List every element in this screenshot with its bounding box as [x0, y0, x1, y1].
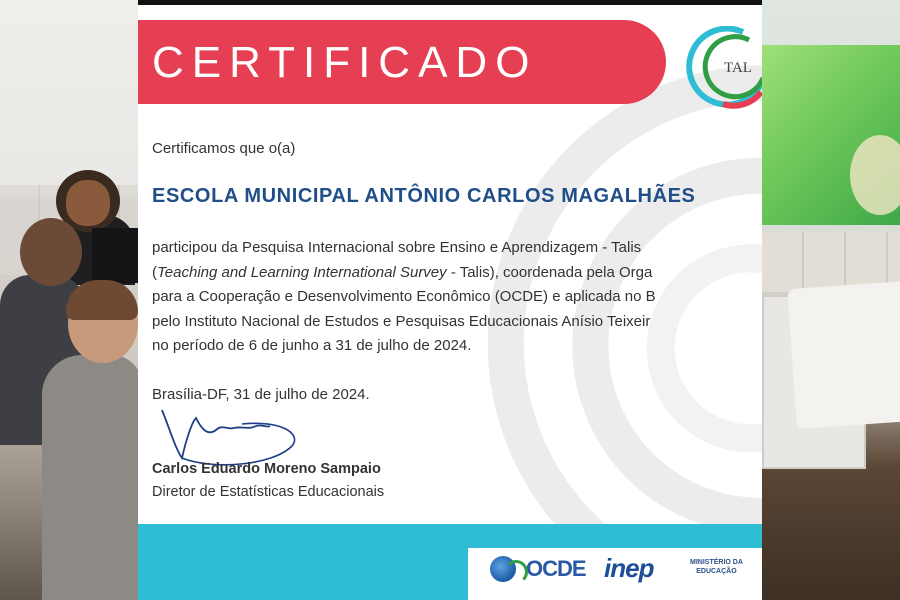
signer-name: Carlos Eduardo Moreno Sampaio	[152, 461, 381, 477]
ministry-line: MINISTÉRIO DA	[690, 559, 743, 566]
school-name: ESCOLA MUNICIPAL ANTÔNIO CARLOS MAGALHÃES	[152, 185, 696, 207]
certificate-title: CERTIFICADO	[152, 38, 538, 87]
ministry-line: EDUCAÇÃO	[696, 568, 737, 575]
body-line: para a Cooperação e Desenvolvimento Econômico (OCDE) e aplicada no B	[152, 288, 656, 305]
computer-monitor	[92, 228, 138, 283]
certificate-body	[152, 236, 762, 359]
title-banner	[138, 20, 666, 104]
certificate	[138, 0, 762, 600]
logo-label: TAL	[724, 60, 752, 76]
table-cloth	[787, 281, 900, 429]
signer-role: Diretor de Estatísticas Educacionais	[152, 484, 385, 500]
ministry-logo	[690, 558, 743, 576]
projection-screen	[762, 45, 900, 225]
ocde-label: OCDE	[526, 556, 586, 581]
person-head	[20, 218, 82, 286]
background-photo-left	[0, 0, 140, 600]
body-line: no período de 6 de junho a 31 de julho de 2024.	[152, 337, 472, 354]
body-line: (Teaching and Learning International Survey - Talis), coordenada pela Orga	[152, 263, 653, 281]
background-photo-right	[762, 0, 900, 600]
inep-logo: inep	[604, 553, 654, 583]
place-date: Brasília-DF, 31 de julho de 2024.	[152, 386, 370, 403]
intro-text: Certificamos que o(a)	[152, 140, 296, 157]
body-line: pelo Instituto Nacional de Estudos e Pesquisas Educacionais Anísio Teixeir	[152, 312, 651, 330]
ocde-logo	[490, 554, 586, 584]
globe-icon	[490, 556, 516, 582]
person-face	[66, 180, 110, 226]
top-border	[138, 0, 762, 5]
body-line: participou da Pesquisa Internacional sobre Ensino e Aprendizagem - Talis	[152, 239, 642, 256]
person-body	[42, 355, 140, 600]
